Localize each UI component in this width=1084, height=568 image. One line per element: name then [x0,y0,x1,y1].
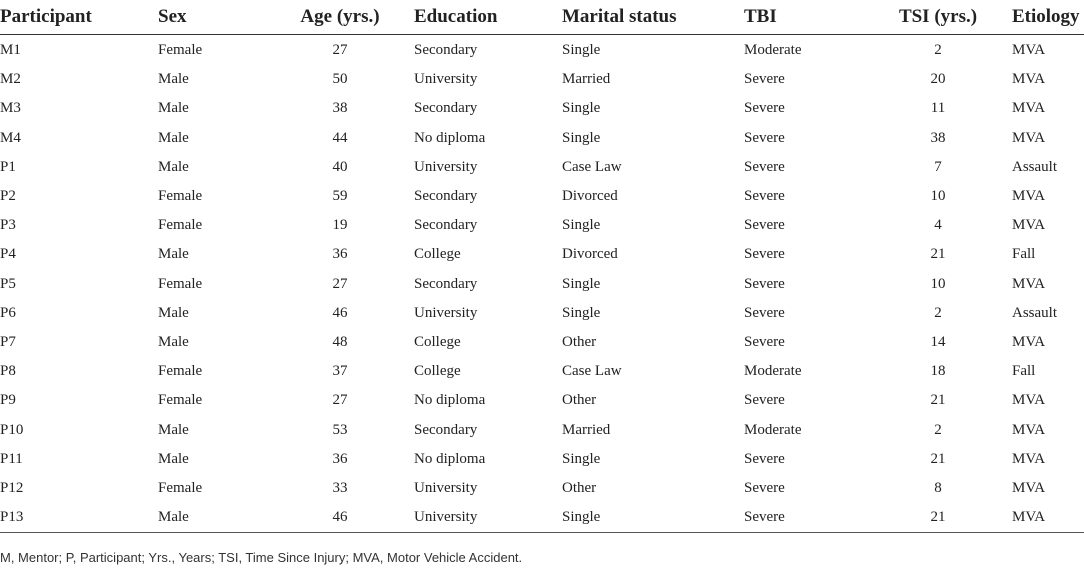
cell-sex: Male [158,421,189,438]
table-row [0,415,1084,444]
table-row [0,240,1084,269]
cell-etiology: Assault [1012,304,1057,321]
cell-sex: Male [158,304,189,321]
cell-age: 19 [332,217,348,234]
cell-marital-status: Single [562,100,601,117]
table-row [0,357,1084,386]
cell-sex: Male [158,100,189,117]
cell-education: University [414,71,478,88]
table-row [0,124,1084,153]
header-education: Education [414,0,562,35]
cell-participant: M3 [0,100,21,117]
header-row [0,0,1084,35]
cell-tbi: Severe [744,188,785,205]
cell-tbi: Severe [744,217,785,234]
cell-age: 46 [266,503,414,533]
cell-sex: Female [158,363,203,380]
cell-etiology: MVA [1012,188,1046,205]
cell-age: 50 [332,71,348,88]
cell-tbi: Severe [744,333,785,350]
header-sex: Sex [158,0,266,35]
cell-tbi: Moderate [744,421,802,438]
header-etiology: Etiology [1012,0,1084,35]
cell-tbi: Severe [744,503,864,533]
cell-marital-status: Case Law [562,363,622,380]
cell-age: 37 [332,363,348,380]
cell-sex: Female [158,392,203,409]
cell-education: No diploma [414,392,486,409]
cell-marital-status: Single [562,42,601,59]
header-tsi: TSI (yrs.) [864,0,1012,35]
cell-sex: Male [158,158,189,175]
header-participant: Participant [0,0,158,35]
cell-tbi: Severe [744,158,785,175]
cell-etiology: MVA [1012,275,1046,292]
cell-tsi: 10 [930,188,946,205]
cell-etiology: Assault [1012,158,1057,175]
cell-tsi: 2 [934,421,942,438]
cell-marital-status: Single [562,304,601,321]
cell-sex: Male [158,450,189,467]
cell-etiology: Fall [1012,363,1036,380]
cell-etiology: MVA [1012,333,1046,350]
cell-participant: P2 [0,188,16,205]
cell-sex: Male [158,503,266,533]
table-row [0,270,1084,299]
cell-age: 36 [332,450,348,467]
cell-etiology: MVA [1012,217,1046,234]
cell-participant: M4 [0,129,21,146]
cell-participant: P10 [0,421,24,438]
cell-sex: Male [158,129,189,146]
cell-age: 33 [332,479,348,496]
cell-tbi: Severe [744,450,785,467]
cell-tsi: 4 [934,217,942,234]
cell-tsi: 7 [934,158,942,175]
cell-etiology: MVA [1012,421,1046,438]
cell-age: 27 [332,42,348,59]
cell-marital-status: Single [562,217,601,234]
cell-participant: P6 [0,304,16,321]
cell-sex: Female [158,188,203,205]
cell-age: 27 [332,392,348,409]
cell-age: 27 [332,275,348,292]
cell-education: No diploma [414,129,486,146]
cell-tsi: 18 [930,363,946,380]
cell-tbi: Severe [744,246,785,263]
cell-participant: P4 [0,246,16,263]
table-row [0,211,1084,240]
cell-marital-status: Single [562,503,744,533]
table-row [0,153,1084,182]
cell-marital-status: Single [562,275,601,292]
cell-tsi: 14 [930,333,946,350]
table-row [0,474,1084,503]
table-body [0,35,1084,533]
cell-etiology: MVA [1012,100,1046,117]
cell-marital-status: Divorced [562,246,618,263]
cell-sex: Female [158,275,203,292]
table-row [0,503,1084,533]
cell-sex: Female [158,217,203,234]
cell-education: Secondary [414,275,478,292]
cell-tsi: 20 [930,71,946,88]
cell-tsi: 2 [934,304,942,321]
cell-tsi: 10 [930,275,946,292]
cell-tsi: 21 [930,450,946,467]
cell-tsi: 2 [934,42,942,59]
cell-age: 46 [332,304,348,321]
table-row [0,328,1084,357]
cell-tsi: 21 [864,503,1012,533]
cell-etiology: MVA [1012,503,1084,533]
table-footnote: M, Mentor; P, Participant; Yrs., Years; TSI, Time Since Injury; MVA, Motor Vehicle Accident. [0,550,523,565]
cell-education: Secondary [414,188,478,205]
cell-etiology: Fall [1012,246,1036,263]
cell-sex: Female [158,42,203,59]
cell-participant: P7 [0,333,16,350]
cell-education: University [414,479,478,496]
cell-age: 36 [332,246,348,263]
header-marital-status: Marital status [562,0,744,35]
cell-marital-status: Other [562,479,597,496]
cell-tbi: Severe [744,304,785,321]
cell-tbi: Severe [744,129,785,146]
cell-tbi: Severe [744,71,785,88]
cell-tsi: 11 [930,100,946,117]
cell-tsi: 38 [930,129,946,146]
cell-participant: P5 [0,275,16,292]
cell-tsi: 8 [934,479,942,496]
cell-tbi: Severe [744,275,785,292]
cell-marital-status: Married [562,421,611,438]
cell-participant: P9 [0,392,16,409]
table-row [0,386,1084,415]
cell-participant: P12 [0,479,24,496]
table-row [0,299,1084,328]
cell-participant: P1 [0,158,16,175]
cell-tbi: Severe [744,392,785,409]
cell-tsi: 21 [930,246,946,263]
table-row [0,94,1084,123]
cell-tbi: Moderate [744,42,802,59]
cell-sex: Male [158,71,189,88]
cell-participant: M1 [0,42,21,59]
cell-education: College [414,363,461,380]
cell-participant: M2 [0,71,21,88]
cell-etiology: MVA [1012,42,1046,59]
cell-participant: P11 [0,450,23,467]
cell-marital-status: Case Law [562,158,622,175]
cell-etiology: MVA [1012,479,1046,496]
cell-marital-status: Other [562,333,597,350]
cell-age: 44 [332,129,348,146]
cell-age: 48 [332,333,348,350]
cell-participant: P13 [0,503,158,533]
cell-tbi: Moderate [744,363,802,380]
cell-marital-status: Single [562,450,601,467]
cell-education: Secondary [414,217,478,234]
cell-education: Secondary [414,42,478,59]
cell-sex: Male [158,246,189,263]
cell-education: College [414,246,461,263]
table-row [0,65,1084,94]
cell-age: 38 [332,100,348,117]
cell-marital-status: Other [562,392,597,409]
cell-education: University [414,158,478,175]
cell-education: Secondary [414,421,478,438]
cell-marital-status: Divorced [562,188,618,205]
cell-age: 40 [332,158,348,175]
cell-participant: P8 [0,363,16,380]
cell-participant: P3 [0,217,16,234]
cell-education: Secondary [414,100,478,117]
cell-age: 53 [332,421,348,438]
cell-sex: Male [158,333,189,350]
header-tbi: TBI [744,0,864,35]
cell-marital-status: Married [562,71,611,88]
cell-tsi: 21 [930,392,946,409]
cell-etiology: MVA [1012,392,1046,409]
cell-tbi: Severe [744,479,785,496]
cell-etiology: MVA [1012,129,1046,146]
cell-tbi: Severe [744,100,785,117]
cell-etiology: MVA [1012,450,1046,467]
header-age: Age (yrs.) [266,0,414,35]
cell-etiology: MVA [1012,71,1046,88]
cell-sex: Female [158,479,203,496]
cell-education: University [414,503,562,533]
cell-education: No diploma [414,450,486,467]
table-row [0,182,1084,211]
table-row [0,35,1084,66]
cell-education: College [414,333,461,350]
cell-marital-status: Single [562,129,601,146]
cell-age: 59 [332,188,348,205]
cell-education: University [414,304,478,321]
table-row [0,445,1084,474]
